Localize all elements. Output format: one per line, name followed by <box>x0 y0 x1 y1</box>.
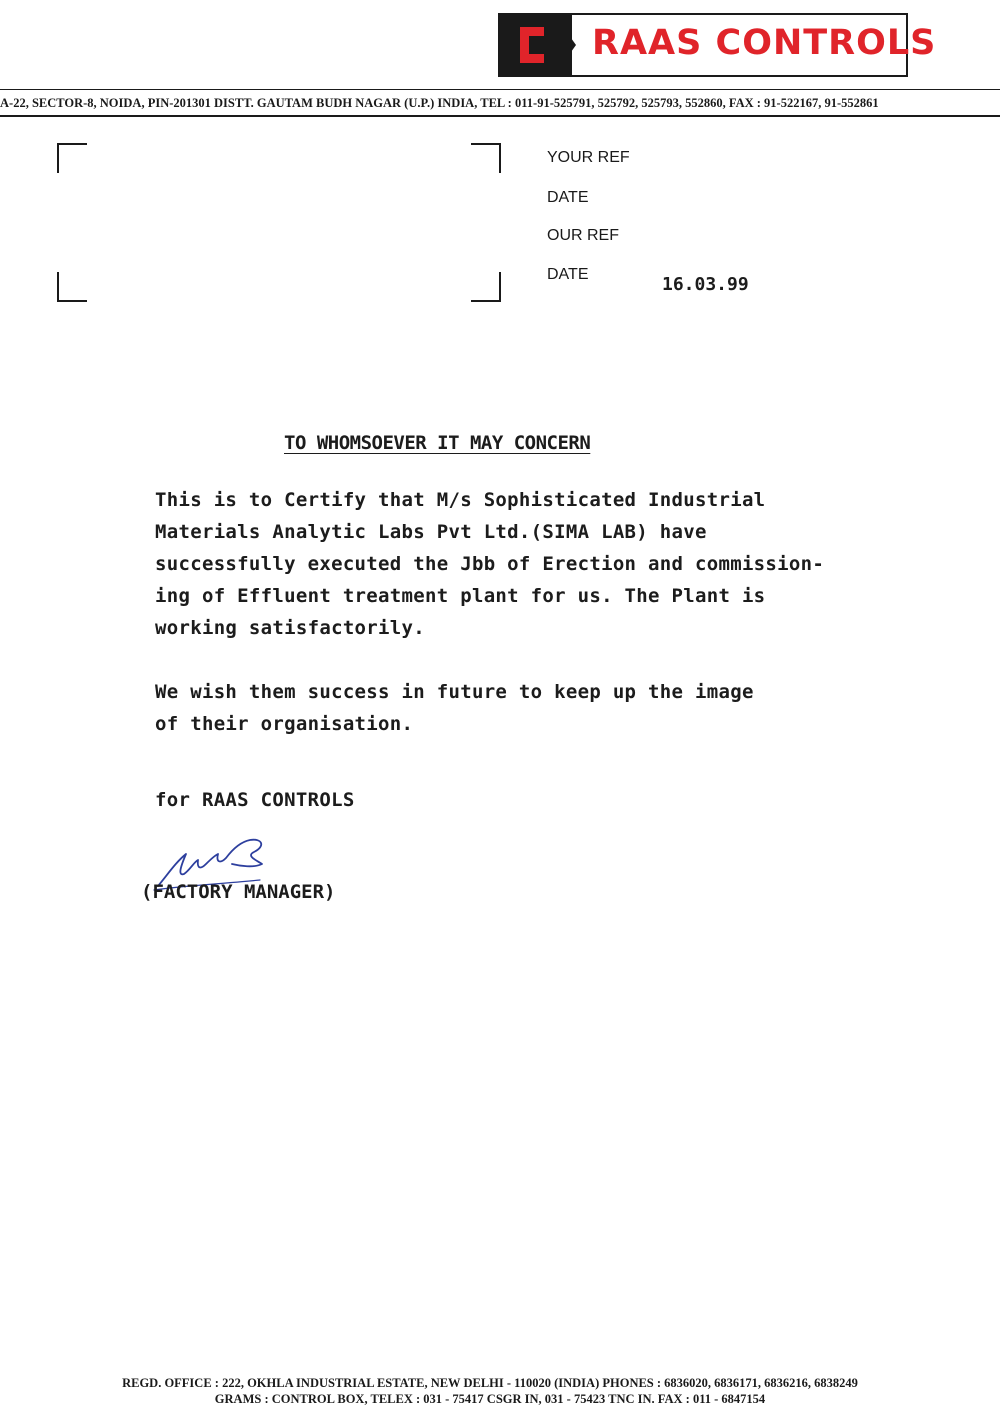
date-label-1: DATE <box>547 189 589 206</box>
header-divider-top <box>0 89 1000 90</box>
address-window-corner-bottom-right <box>471 272 501 302</box>
grams-telex-line: GRAMS : CONTROL BOX, TELEX : 031 - 75417 CSGR IN, 031 - 75423 TNC IN. FAX : 011 - 6847154 <box>214 1392 766 1406</box>
our-ref-label: OUR REF <box>547 227 619 244</box>
address-window-corner-top-left <box>57 143 87 173</box>
letter-heading: TO WHOMSOEVER IT MAY CONCERN <box>284 432 591 454</box>
paragraph-line: We wish them success in future to keep up the image <box>155 681 754 703</box>
company-logo <box>498 13 937 77</box>
header-divider-bottom <box>0 115 1000 117</box>
paragraph-line: Materials Analytic Labs Pvt Ltd.(SIMA LAB) have <box>155 521 707 543</box>
your-ref-label: YOUR REF <box>547 149 630 166</box>
company-address: A-22, SECTOR-8, NOIDA, PIN-201301 DISTT. GAUTAM BUDH NAGAR (U.P.) INDIA, TEL : 011-91-525791, 525792, 525793, 552860, FAX : 91-522167, 91-552861 <box>0 96 879 110</box>
paragraph-line: This is to Certify that M/s Sophisticated Industrial <box>155 489 766 511</box>
wishes-paragraph <box>155 676 754 740</box>
signatory-title: (FACTORY MANAGER) <box>141 881 336 903</box>
paragraph-line: of their organisation. <box>155 713 414 735</box>
address-window-corner-bottom-left <box>57 272 87 302</box>
paragraph-line: ing of Effluent treatment plant for us. The Plant is <box>155 585 766 607</box>
closing-line: for RAAS CONTROLS <box>155 789 355 811</box>
paragraph-line: working satisfactorily. <box>155 617 425 639</box>
date-label-2: DATE <box>547 266 589 283</box>
letter-date: 16.03.99 <box>662 274 749 295</box>
registered-office-line: REGD. OFFICE : 222, OKHLA INDUSTRIAL ESTATE, NEW DELHI - 110020 (INDIA) PHONES : 6836020, 6836171, 6836216, 6838249 <box>122 1376 858 1390</box>
logo-arrow-icon <box>566 31 576 59</box>
company-name: RAAS CONTROLS <box>592 23 937 63</box>
paragraph-line: successfully executed the Jbb of Erection and commission- <box>155 553 825 575</box>
address-window-corner-top-right <box>471 143 501 173</box>
logo-c-icon <box>520 27 544 63</box>
certification-paragraph <box>155 484 824 644</box>
